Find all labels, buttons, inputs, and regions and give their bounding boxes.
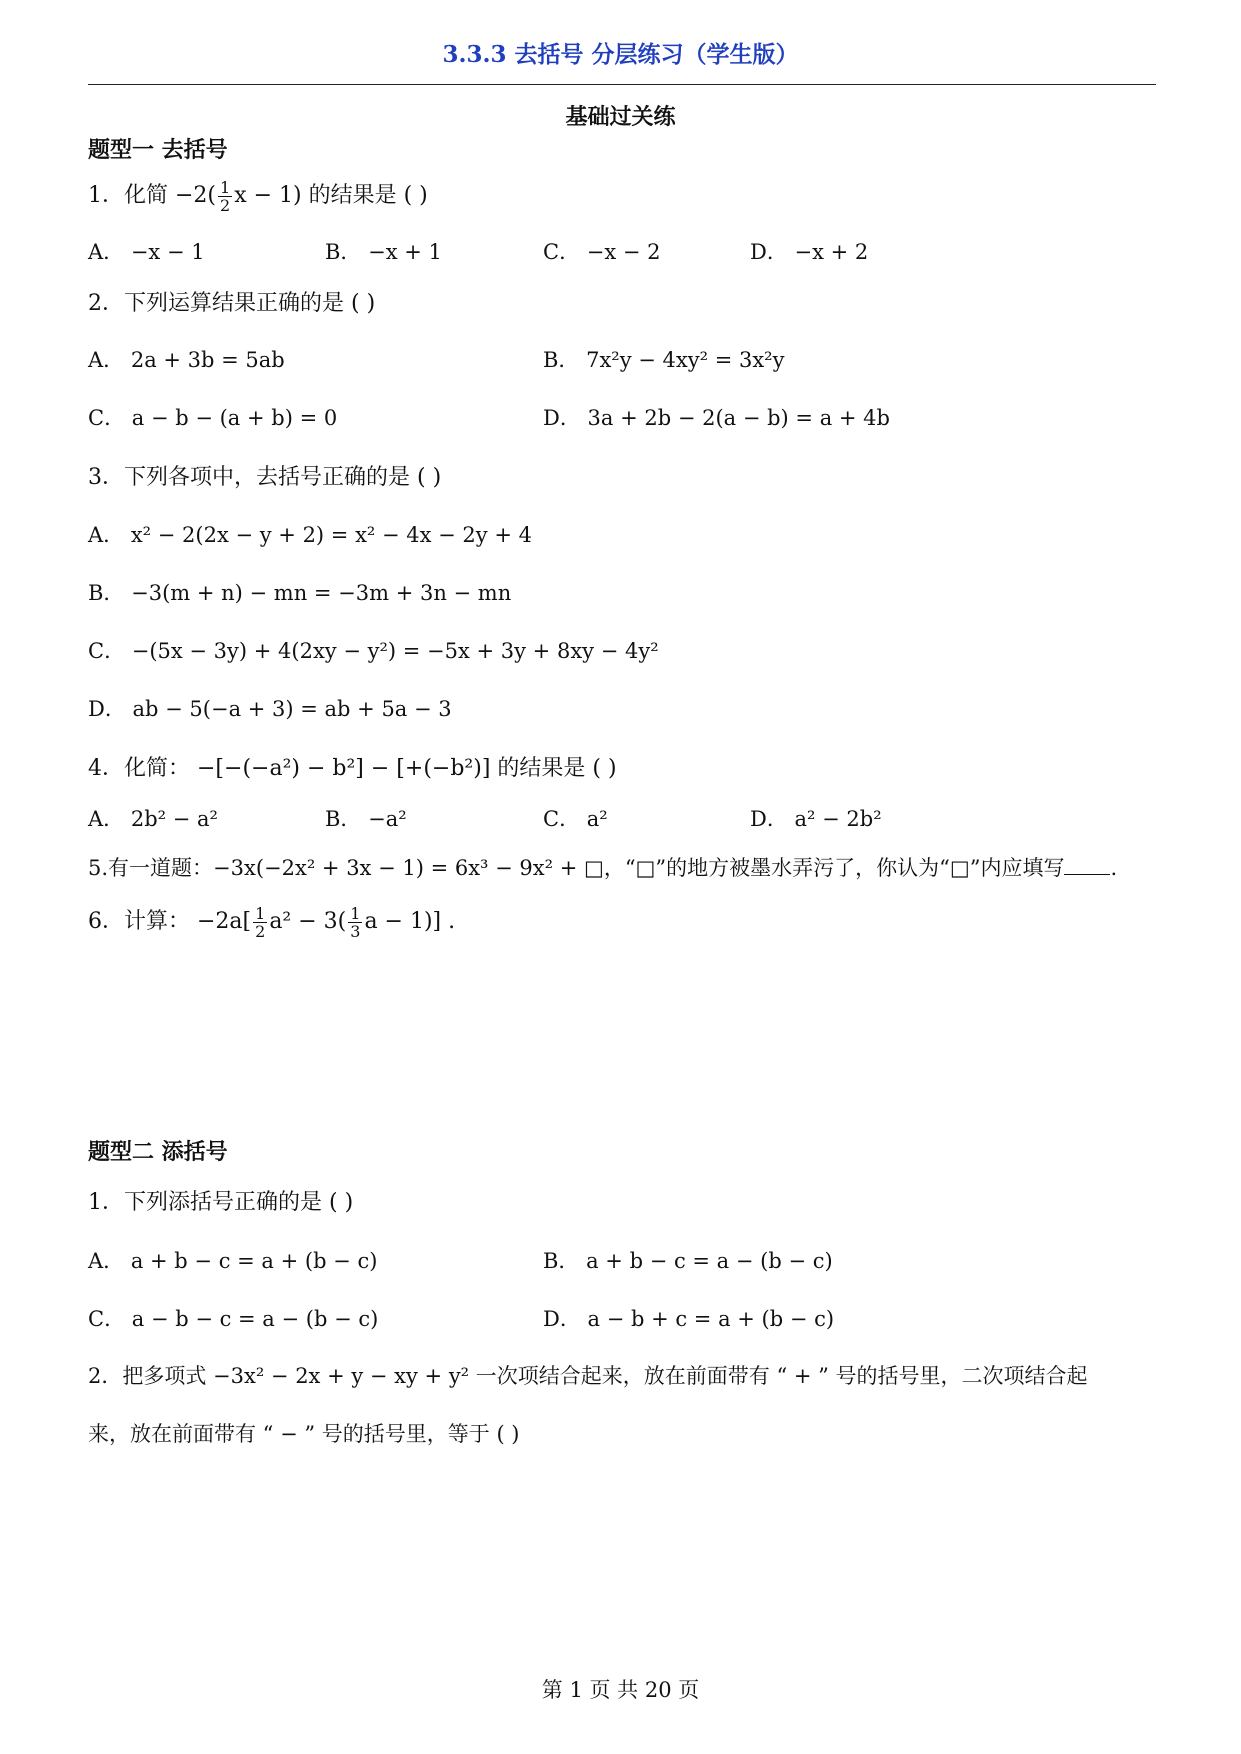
question-1-1 [88,178,428,214]
option-d: D． a − b + c = a + (b − c) [543,1307,835,1331]
question-text: 6．计算： −2a[ [88,909,252,934]
fraction-numerator: 1 [220,177,231,197]
option-d: D． a² − 2b² [750,807,882,831]
option-d: D． −x + 2 [750,240,869,264]
section-heading-1: 题型一 去括号 [88,137,228,163]
fraction [218,179,232,214]
option-b: B． −x + 1 [325,240,442,264]
question-2-1: 1．下列添括号正确的是 ( ) [88,1190,354,1215]
question-text: a² − 3( [269,909,347,934]
option-c: C． a − b − c = a − (b − c) [88,1307,379,1331]
option-a: A． a + b − c = a + (b − c) [88,1249,378,1273]
question-1-5 [88,852,1117,882]
question-1-2: 2．下列运算结果正确的是 ( ) [88,291,376,316]
question-2-2-line1: 2．把多项式 −3x² − 2x + y − xy + y² 一次项结合起来，放在前面带有 “ + ” 号的括号里，二次项结合起 [88,1364,1088,1388]
option-b: B． a + b − c = a − (b − c) [543,1249,833,1273]
option-a: A． 2a + 3b = 5ab [88,348,285,372]
question-1-4: 4．化简： −[−(−a²) − b²] − [+(−b²)] 的结果是 ( ) [88,756,617,781]
option-c: C． −x − 2 [543,240,661,264]
fraction [253,905,267,940]
question-text: a − 1)] . [364,909,456,934]
fraction-denominator: 2 [255,921,266,941]
answer-blank[interactable] [1064,856,1110,875]
fraction-numerator: 1 [350,903,361,923]
level-heading: 基础过关练 [565,104,676,130]
fraction-numerator: 1 [255,903,266,923]
question-text: x − 1) 的结果是 ( ) [234,183,428,208]
option-a: A． x² − 2(2x − y + 2) = x² − 4x − 2y + 4 [88,523,532,547]
option-a: A． 2b² − a² [88,807,218,831]
question-1-3: 3．下列各项中，去括号正确的是 ( ) [88,465,442,490]
header-rule [88,84,1156,85]
option-d: D． ab − 5(−a + 3) = ab + 5a − 3 [88,697,452,721]
question-2-2-line2: 来，放在前面带有 “ − ” 号的括号里，等于 ( ) [88,1422,520,1446]
document-title: 3.3.3 去括号 分层练习（学生版） [442,41,799,68]
option-c: C． a − b − (a + b) = 0 [88,406,338,430]
option-c: C． −(5x − 3y) + 4(2xy − y²) = −5x + 3y + 8xy − 4y² [88,639,659,663]
option-c: C． a² [543,807,608,831]
fraction-denominator: 2 [220,195,231,215]
option-b: B． −3(m + n) − mn = −3m + 3n − mn [88,581,512,605]
fraction-denominator: 3 [350,921,361,941]
question-text: . [1110,856,1118,880]
question-1-6 [88,904,455,940]
option-a: A． −x − 1 [88,240,205,264]
option-b: B． −a² [325,807,407,831]
question-text: 5.有一道题：−3x(−2x² + 3x − 1) = 6x³ − 9x² + □，“□”的地方被墨水弄污了，你认为“□”内应填写 [88,856,1065,880]
page-footer: 第 1 页 共 20 页 [541,1678,700,1702]
option-b: B． 7x²y − 4xy² = 3x²y [543,348,785,372]
section-heading-2: 题型二 添括号 [88,1139,228,1165]
fraction [348,905,362,940]
option-d: D． 3a + 2b − 2(a − b) = a + 4b [543,406,890,430]
question-text: 1．化简 −2( [88,183,217,208]
